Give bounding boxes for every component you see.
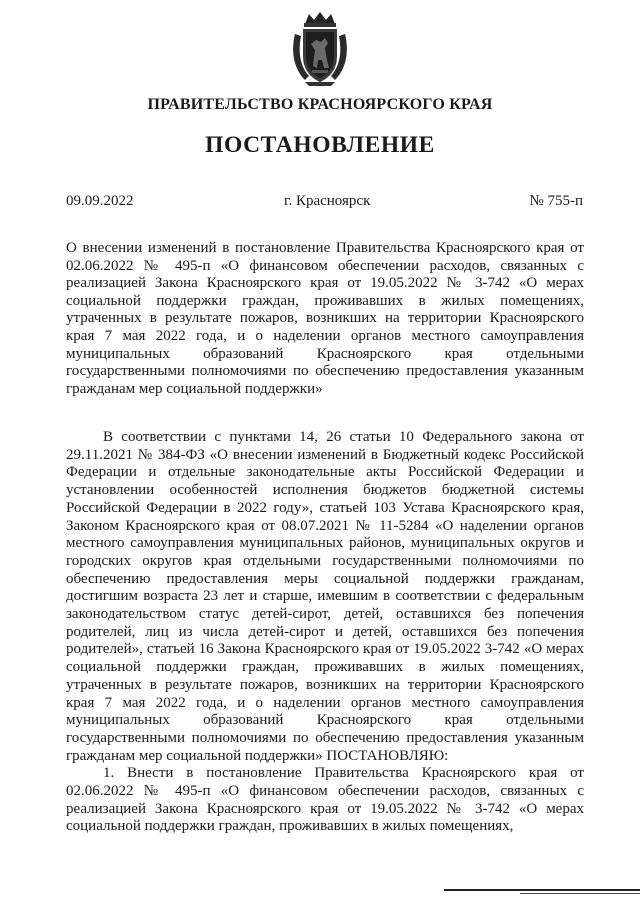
body-item-1: 1. Внести в постановление Правительства Красноярского края от 02.06.2022 № 495-п «О финансовом обеспечении расходов, связанных с реализацией Закона Красноярского края от 19.05.2022 № 3-742 «О мерах социальной поддержки граждан, проживавших в жилых помещениях, [66,765,584,835]
page-edge-line-secondary [520,893,640,894]
document-subject: О внесении изменений в постановление Правительства Красноярского края от 02.06.2022 № 495-п «О финансовом обеспечении расходов, связанных с реализацией Закона Красноярского края от 19.05.2022 № 3-742 «О мерах социальной поддержки граждан, проживавших в жилых помещениях, утраченных в результате пожаров, возникших на территории Красноярского края 7 мая 2022 года, и о наделении органов местного самоуправления муниципальных образований Красноярского края отдельными государственными полномочиями по обеспечению предоставления указанным гражданам мер социальной поддержки» [66,240,584,397]
document-date: 09.09.2022 [66,193,134,209]
document-city: г. Красноярск [284,193,371,209]
organization-name: ПРАВИТЕЛЬСТВО КРАСНОЯРСКОГО КРАЯ [147,96,493,113]
coat-of-arms-icon [291,10,349,86]
document-number: № 755-п [529,193,583,209]
body-preamble: В соответствии с пунктами 14, 26 статьи 10 Федерального закона от 29.11.2021 № 384-ФЗ «О внесении изменений в Бюджетный кодекс Российской Федерации и отдельные законодательные акты Российской Федерации и установлении особенностей исполнения бюджетов бюджетной системы Российской Федерации в 2022 году», статьей 103 Устава Красноярского края, Законом Красноярского края от 08.07.2021 № 11-5284 «О наделении органов местного самоуправления муниципальных районов, муниципальных округов и городских округов края отдельными государственными полномочиями по обеспечению предоставления меры социальной поддержки гражданам, достигшим возраста 23 лет и старше, имевшим в соответствии с федеральным законодательством статус детей-сирот, детей, оставшихся без попечения родителей, лиц из числа детей-сирот и детей, оставшихся без попечения родителей», статьей 16 Закона Красноярского края от 19.05.2022 3-742 «О мерах социальной поддержки граждан, проживавших в жилых помещениях, утраченных в результате пожаров, возникших на территории Красноярского края 7 мая 2022 года, и о наделении органов местного самоуправления муниципальных образований Красноярского края отдельными государственными полномочиями по обеспечению предоставления указанным гражданам мер социальной поддержки» ПОСТАНОВЛЯЮ: [66,429,584,764]
document-type-title: ПОСТАНОВЛЕНИЕ [205,132,435,158]
document-body [66,429,584,836]
page-edge-line [444,889,640,891]
